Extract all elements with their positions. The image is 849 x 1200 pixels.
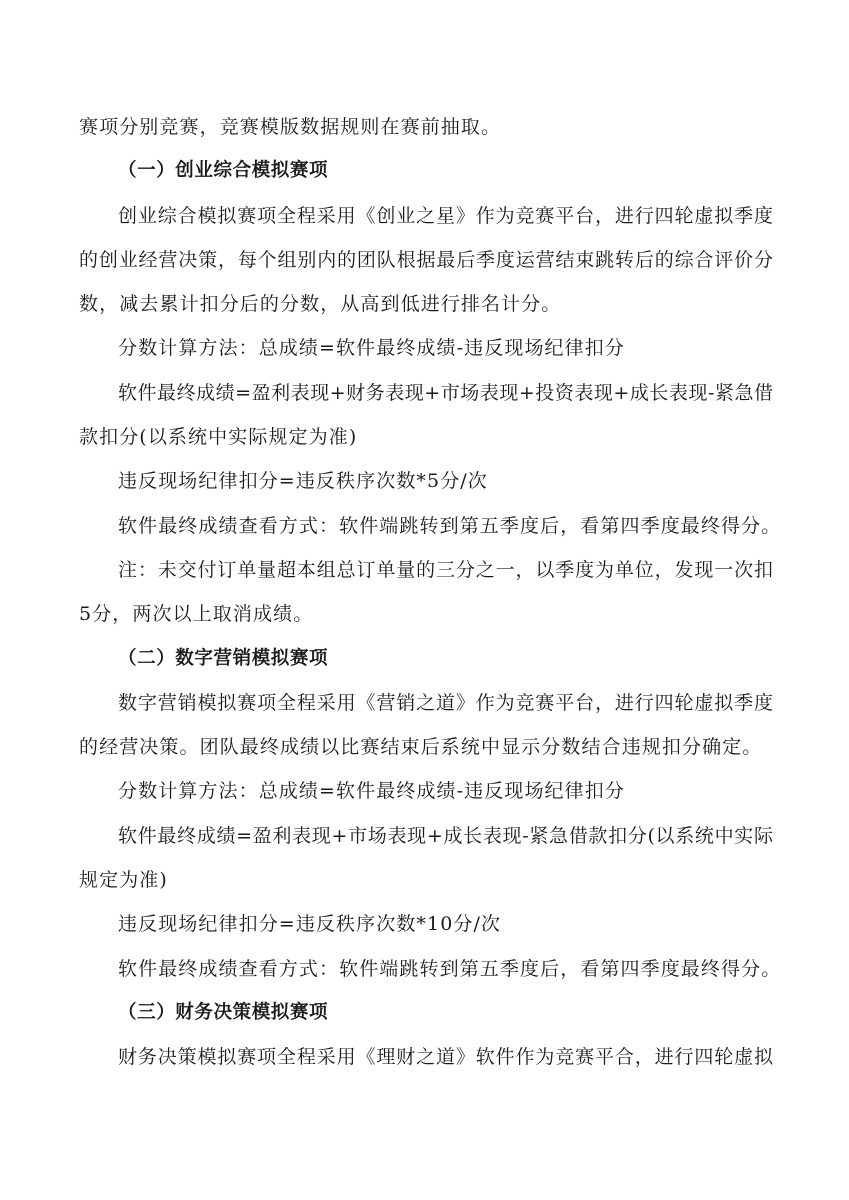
document-page xyxy=(79,105,782,1080)
paragraph-line: 财务决策模拟赛项全程采用《理财之道》软件作为竞赛平合，进行四轮虚拟 xyxy=(118,1046,773,1069)
paragraph-line: 数字营销模拟赛项全程采用《营销之道》作为竞赛平台，进行四轮虚拟季度 xyxy=(118,691,773,714)
paragraph-line: 的经营决策。团队最终成绩以比赛结束后系统中显示分数结合违规扣分确定。 xyxy=(79,736,763,759)
paragraph-line: 规定为准) xyxy=(79,869,168,892)
paragraph-line: 创业综合模拟赛项全程采用《创业之星》作为竞赛平台，进行四轮虚拟季度 xyxy=(118,204,773,227)
paragraph-line: 的创业经营决策，每个组别内的团队根据最后季度运营结束跳转后的综合评价分 xyxy=(79,248,773,271)
section-heading-1: （一）创业综合模拟赛项 xyxy=(118,160,329,182)
paragraph-line: 分数计算方法：总成绩=软件最终成绩-违反现场纪律扣分 xyxy=(118,337,625,360)
paragraph-line: 违反现场纪律扣分=违反秩序次数*10分/次 xyxy=(118,913,502,936)
paragraph-line: 赛项分别竞赛，竞赛模版数据规则在赛前抽取。 xyxy=(79,116,502,138)
paragraph-line: 软件最终成绩查看方式：软件端跳转到第五季度后，看第四季度最终得分。 xyxy=(118,957,782,980)
paragraph-line: 数，减去累计扣分后的分数，从高到低进行排名计分。 xyxy=(79,293,562,316)
paragraph-line: 违反现场纪律扣分=违反秩序次数*5分/次 xyxy=(118,470,488,493)
paragraph-line: 注：未交付订单量超本组总订单量的三分之一，以季度为单位，发现一次扣 xyxy=(118,558,773,581)
paragraph-line: 款扣分(以系统中实际规定为准) xyxy=(79,426,358,449)
paragraph-line: 5分，两次以上取消成绩。 xyxy=(79,603,314,626)
section-heading-3: （三）财务决策模拟赛项 xyxy=(118,1001,329,1023)
section-heading-2: （二）数字营销模拟赛项 xyxy=(118,647,329,669)
paragraph-line: 分数计算方法：总成绩=软件最终成绩-违反现场纪律扣分 xyxy=(118,780,625,803)
paragraph-line: 软件最终成绩=盈利表现+财务表现+市场表现+投资表现+成长表现-紧急借 xyxy=(118,381,773,404)
paragraph-line: 软件最终成绩查看方式：软件端跳转到第五季度后，看第四季度最终得分。 xyxy=(118,514,782,537)
paragraph-line: 软件最终成绩=盈利表现+市场表现+成长表现-紧急借款扣分(以系统中实际 xyxy=(118,824,773,847)
